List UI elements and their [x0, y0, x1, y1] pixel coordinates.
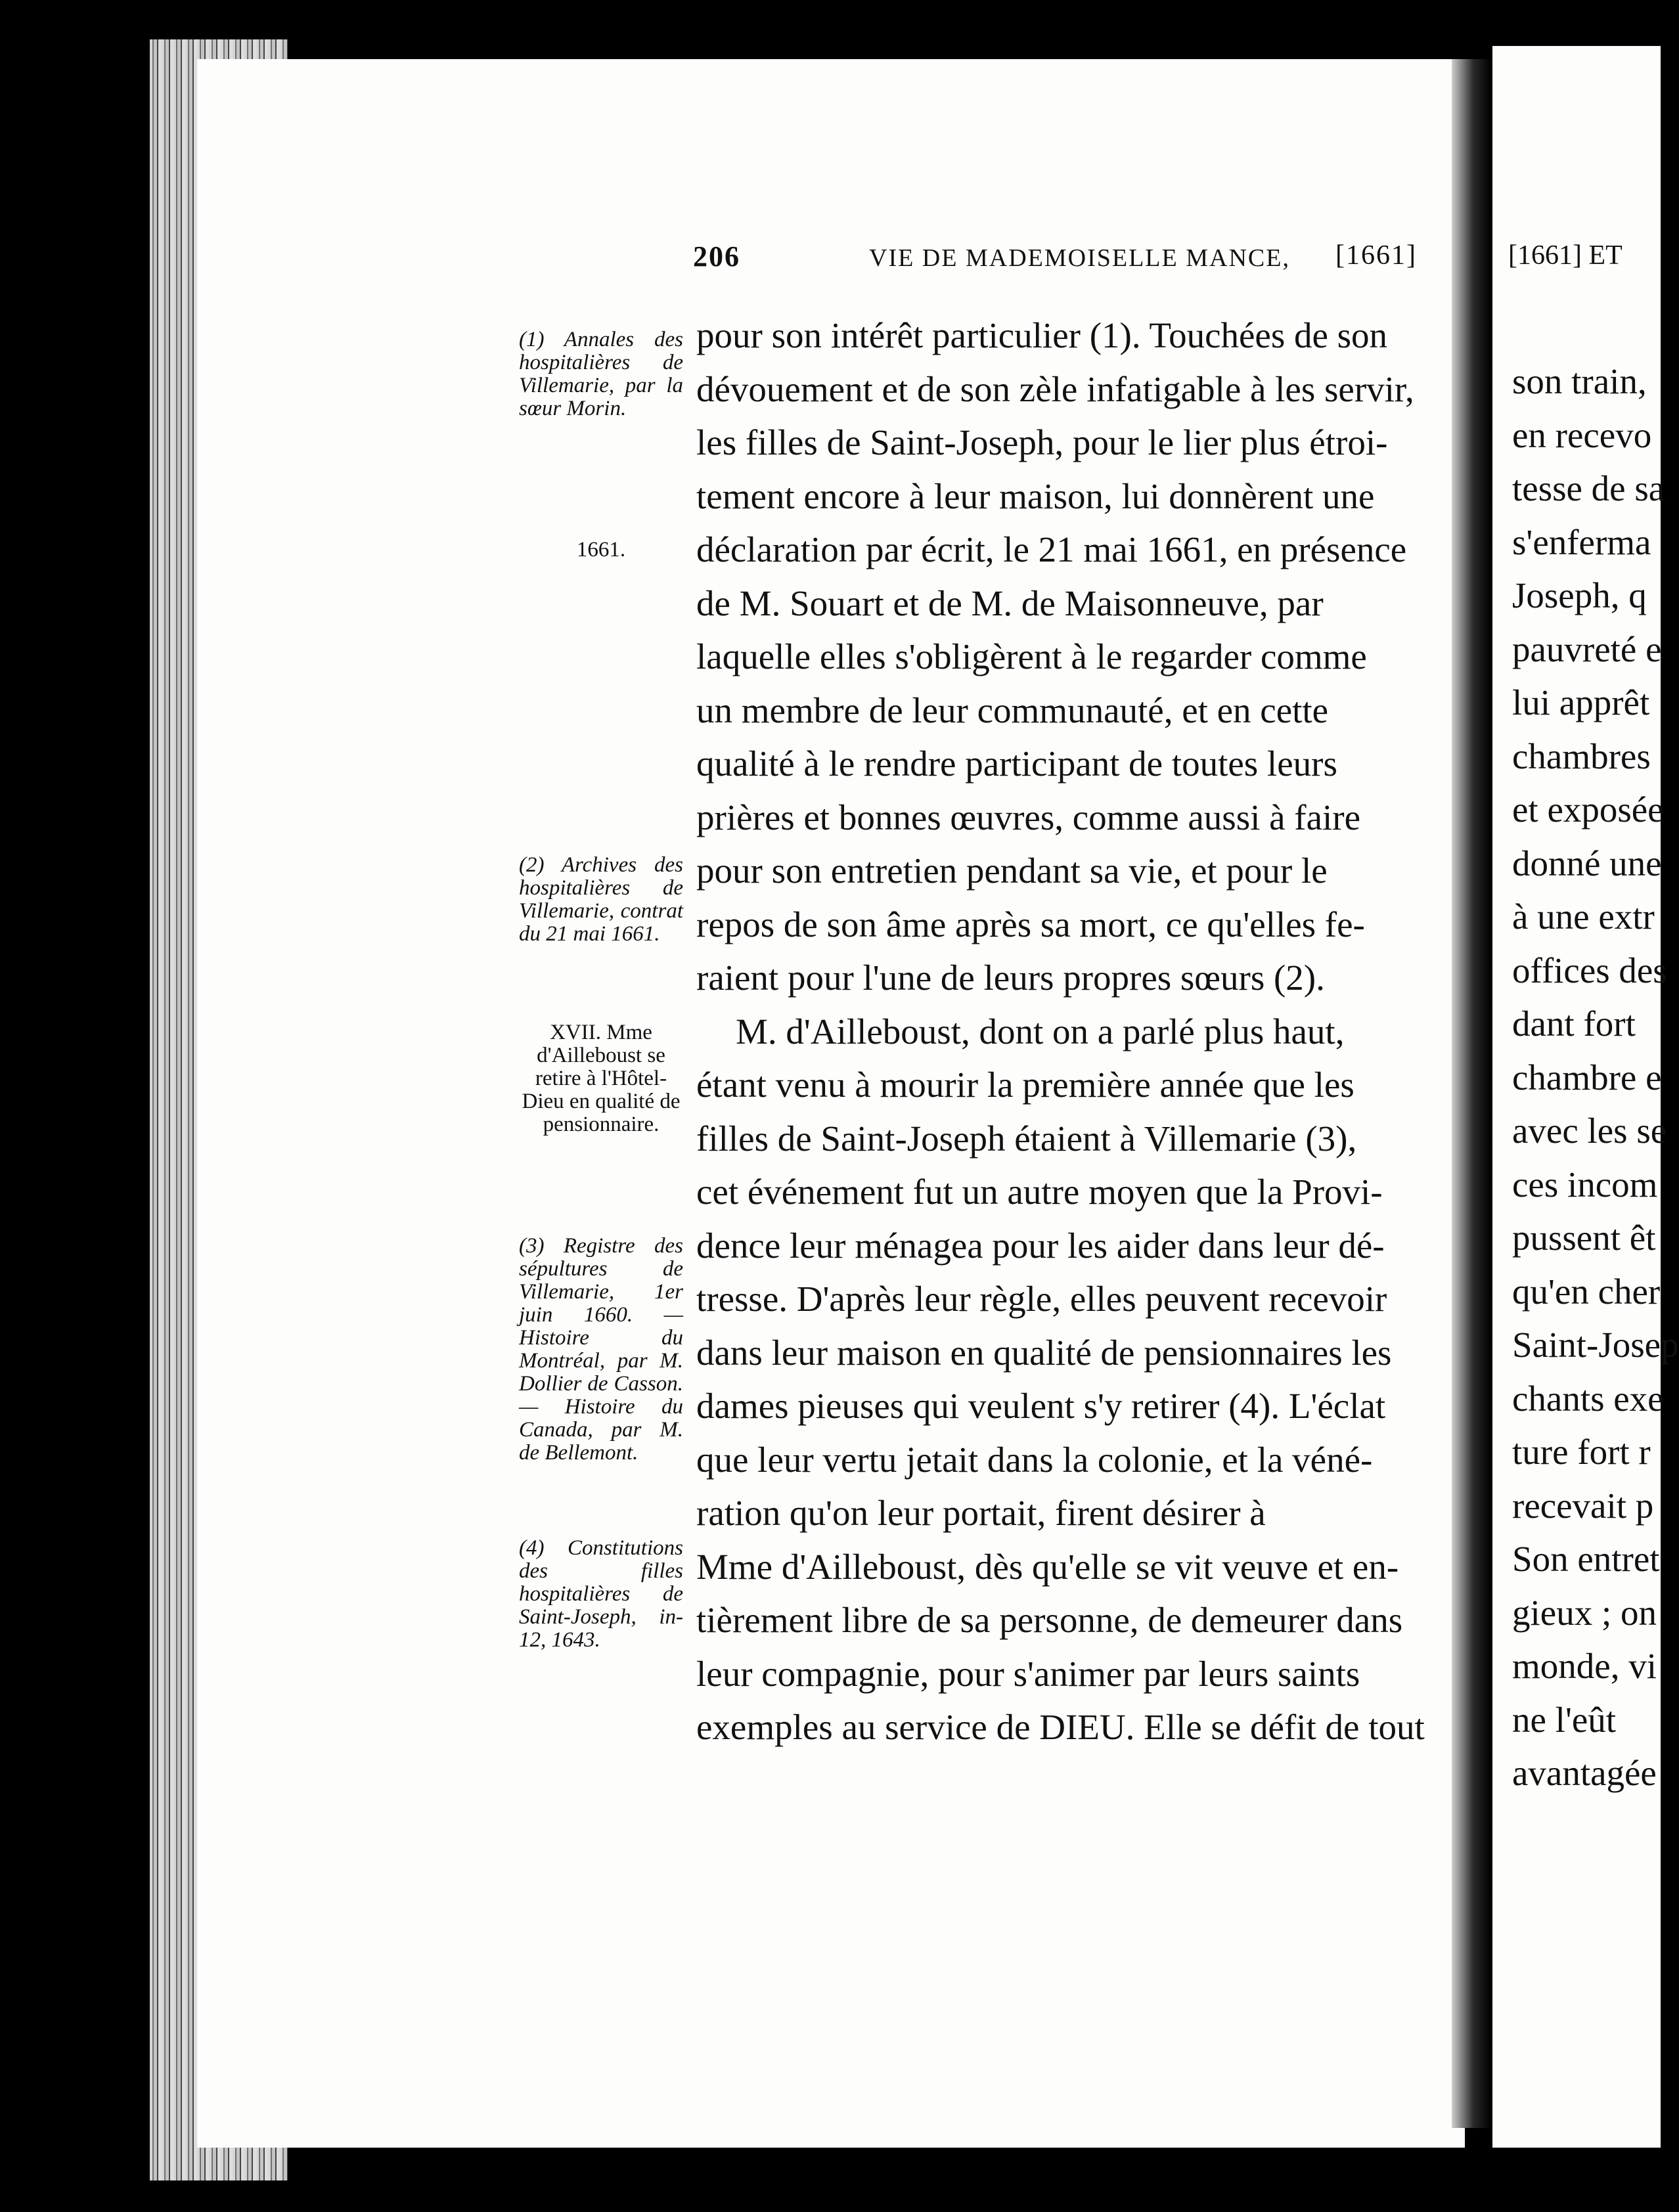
right-line: Saint-Josep: [1512, 1325, 1679, 1365]
right-line: ne l'eût: [1512, 1699, 1617, 1740]
body-text: [696, 309, 1425, 1754]
body-line: tresse. D'après leur règle, elles peuvent recevoir: [696, 1279, 1387, 1319]
right-line: dant fort: [1512, 1004, 1636, 1044]
right-page-text: [1512, 355, 1679, 1800]
section-summary: XVII. Mme d'Ailleboust se retire à l'Hôtel-Dieu en qualité de pensionnaire.: [522, 1021, 681, 1136]
body-line: pour son intérêt particulier (1). Touchées de son: [696, 315, 1388, 355]
body-line: les filles de Saint-Joseph, pour le lier plus étroi-: [696, 422, 1388, 462]
body-line: Mme d'Ailleboust, dès qu'elle se vit veuve et en-: [696, 1546, 1399, 1587]
header-year: [1661]: [1335, 240, 1417, 271]
body-line: laquelle elles s'obligèrent à le regarder comme: [696, 636, 1367, 676]
right-line: chambres: [1512, 736, 1651, 776]
right-line: tesse de sa: [1512, 468, 1665, 508]
body-line: repos de son âme après sa mort, ce qu'elles fe-: [696, 904, 1365, 944]
body-line: M. d'Ailleboust, dont on a parlé plus haut,: [736, 1011, 1345, 1051]
body-line: dence leur ménagea pour les aider dans leur dé-: [696, 1225, 1385, 1266]
page-number: 206: [693, 240, 740, 273]
right-line: avec les se: [1512, 1111, 1667, 1151]
body-line: tement encore à leur maison, lui donnèrent une: [696, 476, 1375, 516]
margin-note-1: (1) Annales des hospitalières de Villemarie, par la sœur Morin.: [519, 328, 683, 420]
body-line: exemples au service de DIEU. Elle se défit de tout: [696, 1707, 1425, 1747]
margin-note-3: (3) Registre des sépultures de Villemarie, 1er juin 1660. —Histoire du Montréal, par M. Dollier de Casson.— Histoire du Canada, par M. de Bellemont.: [519, 1234, 683, 1465]
right-line: avantagée: [1512, 1753, 1657, 1793]
right-page-header: [1661] ET: [1508, 240, 1623, 271]
body-line: étant venu à mourir la première année que les: [696, 1065, 1354, 1105]
right-line: pauvreté e: [1512, 629, 1662, 669]
book-gutter: [1452, 59, 1491, 2128]
right-line: chambre e: [1512, 1057, 1662, 1097]
body-line: tièrement libre de sa personne, de demeurer dans: [696, 1600, 1403, 1640]
body-line: qualité à le rendre participant de toutes leurs: [696, 743, 1337, 784]
body-line: filles de Saint-Joseph étaient à Villemarie (3),: [696, 1118, 1357, 1159]
right-line: ture fort r: [1512, 1432, 1651, 1472]
right-line: Joseph, q: [1512, 575, 1647, 615]
body-line: que leur vertu jetait dans la colonie, et la véné-: [696, 1439, 1373, 1480]
right-line: à une extr: [1512, 896, 1655, 937]
body-line: de M. Souart et de M. de Maisonneuve, par: [696, 583, 1324, 623]
right-page: [1492, 46, 1679, 2148]
right-line: ces incom: [1512, 1164, 1658, 1205]
right-line: et exposée: [1512, 789, 1664, 830]
body-line: dévouement et de son zèle infatigable à les servir,: [696, 368, 1414, 409]
right-line: en recevo: [1512, 414, 1652, 455]
right-line: lui apprêt: [1512, 682, 1650, 722]
body-line: leur compagnie, pour s'animer par leurs saints: [696, 1653, 1360, 1694]
right-line: s'enferma: [1512, 521, 1651, 562]
page-header: [693, 240, 1422, 279]
right-line: offices des: [1512, 950, 1667, 990]
body-line: raient pour l'une de leurs propres sœurs (2).: [696, 958, 1325, 998]
right-line: monde, vi: [1512, 1646, 1657, 1686]
body-line: déclaration par écrit, le 21 mai 1661, en présence: [696, 529, 1407, 569]
right-line: Son entret: [1512, 1539, 1660, 1579]
body-line: pour son entretien pendant sa vie, et pour le: [696, 851, 1328, 891]
right-line: qu'en cher: [1512, 1271, 1661, 1312]
right-line: donné une: [1512, 843, 1662, 883]
body-line: dans leur maison en qualité de pensionnaires les: [696, 1332, 1392, 1373]
body-line: un membre de leur communauté, et en cette: [696, 690, 1329, 730]
running-title: VIE DE MADEMOISELLE MANCE,: [869, 244, 1290, 272]
right-line: chants exe: [1512, 1378, 1664, 1419]
body-line: dames pieuses qui veulent s'y retirer (4). L'éclat: [696, 1386, 1386, 1426]
right-line: recevait p: [1512, 1485, 1654, 1526]
body-line: ration qu'on leur portait, firent désirer à: [696, 1493, 1266, 1533]
margin-note-2: (2) Archives des hospitalières de Villemarie, contrat du 21 mai 1661.: [519, 853, 683, 946]
right-line: son train,: [1512, 361, 1647, 401]
right-line: pussent êt: [1512, 1218, 1656, 1258]
margin-year: 1661.: [576, 538, 626, 562]
margin-note-4: (4) Constitutions des filles hospitalières de Saint-Joseph, in-12, 1643.: [519, 1536, 683, 1652]
body-line: cet événement fut un autre moyen que la Provi-: [696, 1172, 1383, 1212]
body-line: prières et bonnes œuvres, comme aussi à faire: [696, 797, 1361, 837]
right-line: gieux ; on: [1512, 1592, 1657, 1633]
